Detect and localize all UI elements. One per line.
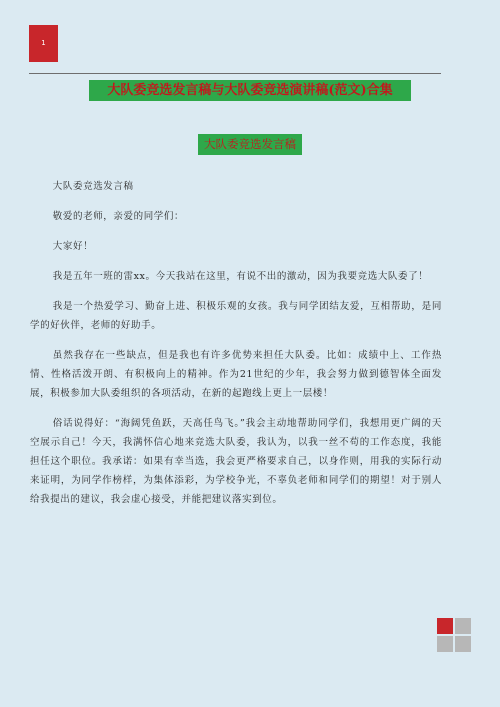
decorative-square-red [437, 618, 453, 634]
section-title: 大队委竞选发言稿 [198, 134, 302, 155]
document-body [30, 177, 442, 520]
paragraph: 大家好！ [52, 241, 94, 252]
paragraph: 敬爱的老师，亲爱的同学们： [52, 211, 185, 222]
header-divider [29, 73, 441, 74]
decorative-square-gray [437, 636, 453, 652]
paragraph: 我是一个热爱学习、勤奋上进、积极乐观的女孩。我与同学团结友爱，互相帮助，是同学的好伙伴，老师的好助手。 [30, 301, 442, 331]
paragraph: 大队委竞选发言稿 [52, 181, 134, 192]
document-title: 大队委竞选发言稿与大队委竞选演讲稿(范文)合集 [89, 80, 411, 101]
decorative-square-gray [455, 636, 471, 652]
decorative-square-gray [455, 618, 471, 634]
page-number-badge: 1 [29, 25, 58, 62]
paragraph: 俗话说得好：“海阔凭鱼跃，天高任鸟飞。”我会主动地帮助同学们，我想用更广阔的天空展示自己！今天，我满怀信心地来竞选大队委，我认为，以我一丝不苟的工作态度，我能担任这个职位。我承诺：如果有幸当选，我会更严格要求自己，以身作则，用我的实际行动来证明，为同学作榜样，为集体添彩，为学校争光，不辜负老师和同学们的期望！对于别人给我提出的建议，我会虚心接受，并能把建议落实到位。 [30, 418, 442, 505]
paragraph: 虽然我存在一些缺点，但是我也有许多优势来担任大队委。比如：成绩中上、工作热情、性格活泼开朗、有积极向上的精神。作为21世纪的少年，我会努力做到德智体全面发展，积极参加大队委组织的各项活动，在新的起跑线上更上一层楼！ [30, 350, 442, 399]
paragraph: 我是五年一班的雷xx。今天我站在这里，有说不出的激动，因为我要竞选大队委了！ [52, 271, 429, 282]
